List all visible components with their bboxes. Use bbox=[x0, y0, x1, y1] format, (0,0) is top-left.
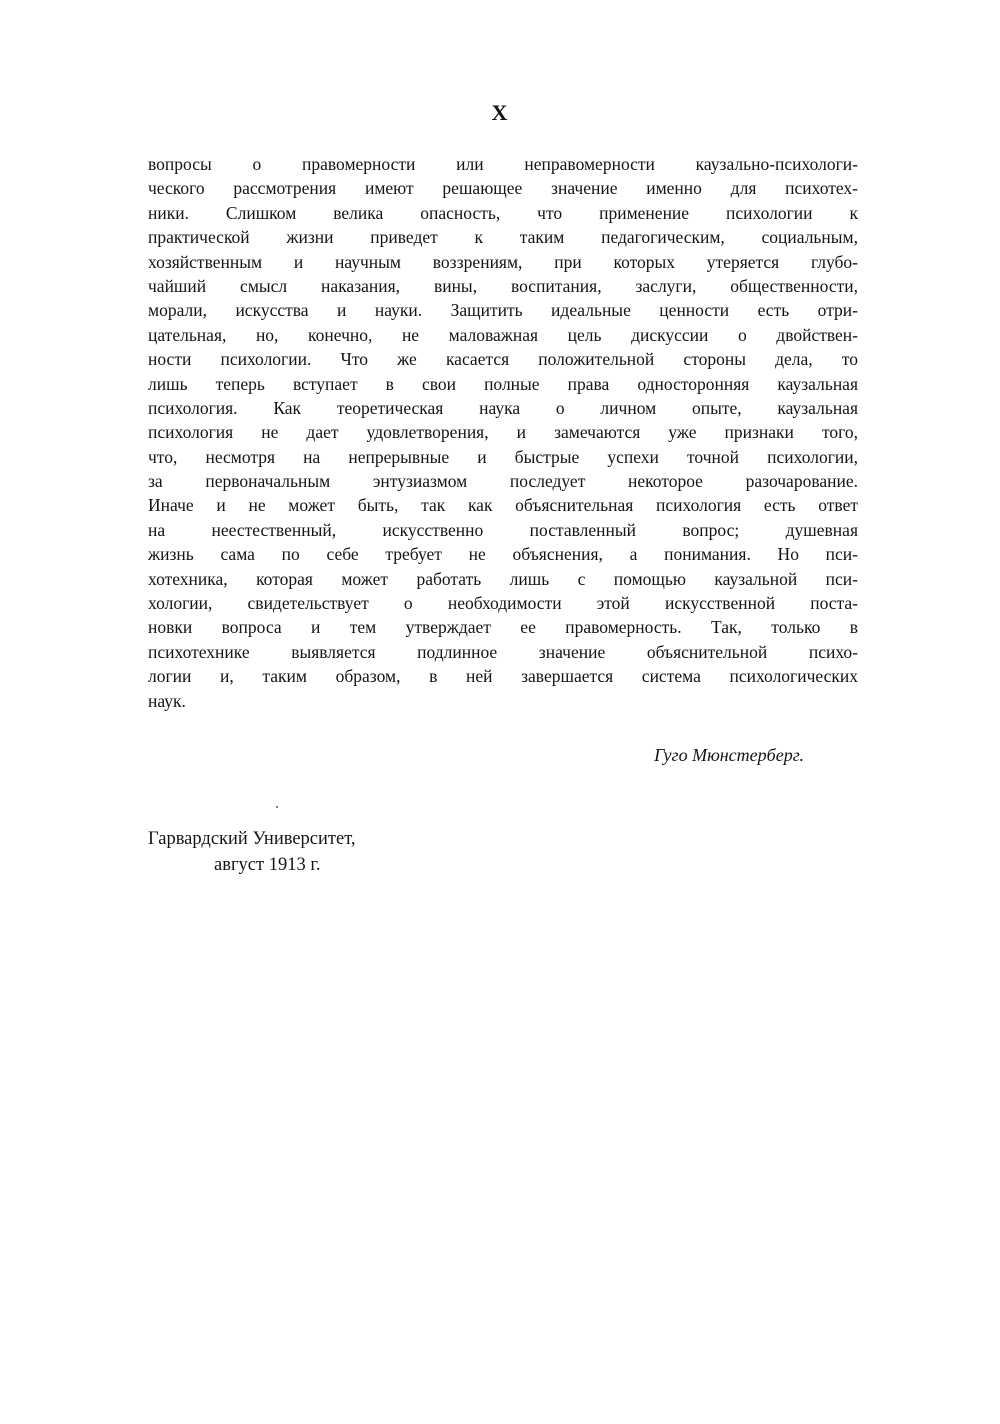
text-line: ники. Слишком велика опасность, что применение психологии к bbox=[148, 202, 858, 223]
text-line: морали, искусства и науки. Защитить идеальные ценности есть отри- bbox=[148, 300, 858, 321]
print-speck bbox=[276, 806, 278, 808]
text-line: хологии, свидетельствует о необходимости этой искусственной поста- bbox=[148, 593, 858, 614]
text-line: на неестественный, искусственно поставленный вопрос; душевная bbox=[148, 519, 858, 540]
place-and-date bbox=[148, 826, 356, 878]
text-line: психотехнике выявляется подлинное значение объяснительной психо- bbox=[148, 641, 858, 662]
text-line: хотехника, которая может работать лишь с помощью каузальной пси- bbox=[148, 568, 858, 589]
text-line: жизнь сама по себе требует не объяснения, а понимания. Но пси- bbox=[148, 544, 858, 565]
text-line: психология. Как теоретическая наука о личном опыте, каузальная bbox=[148, 397, 858, 418]
text-line: вопросы о правомерности или неправомерности каузально-психологи- bbox=[148, 154, 858, 174]
text-line: психология не дает удовлетворения, и замечаются уже признаки того, bbox=[148, 422, 858, 443]
date-line: август 1913 г. bbox=[214, 855, 321, 875]
text-line: новки вопроса и тем утверждает ее правомерность. Так, только в bbox=[148, 617, 858, 638]
text-line: чайший смысл наказания, вины, воспитания, заслуги, общественности, bbox=[148, 275, 858, 296]
text-line: цательная, но, конечно, не маловажная цель дискуссии о двойствен- bbox=[148, 324, 858, 345]
text-line: лишь теперь вступает в свои полные права односторонняя каузальная bbox=[148, 373, 858, 394]
text-line: ческого рассмотрения имеют решающее значение именно для психотех- bbox=[148, 178, 858, 199]
author-signature: Гуго Мюнстерберг. bbox=[654, 745, 804, 765]
text-line: логии и, таким образом, в ней завершается система психологических bbox=[148, 666, 858, 687]
text-line: что, несмотря на непрерывные и быстрые успехи точной психологии, bbox=[148, 446, 858, 467]
text-line: практической жизни приведет к таким педагогическим, социальным, bbox=[148, 227, 858, 248]
text-line: за первоначальным энтузиазмом последует некоторое разочарование. bbox=[148, 471, 858, 492]
page-number: X bbox=[491, 100, 509, 125]
text-line-last: наук. bbox=[148, 690, 186, 711]
place-line: Гарвардский Университет, bbox=[148, 829, 356, 849]
text-line: хозяйственным и научным воззрениям, при которых утеряется глубо- bbox=[148, 251, 858, 272]
text-line: Иначе и не может быть, так как объяснительная психология есть ответ bbox=[148, 495, 858, 516]
body-text bbox=[148, 152, 858, 713]
text-line: ности психологии. Что же касается положительной стороны дела, то bbox=[148, 349, 858, 370]
